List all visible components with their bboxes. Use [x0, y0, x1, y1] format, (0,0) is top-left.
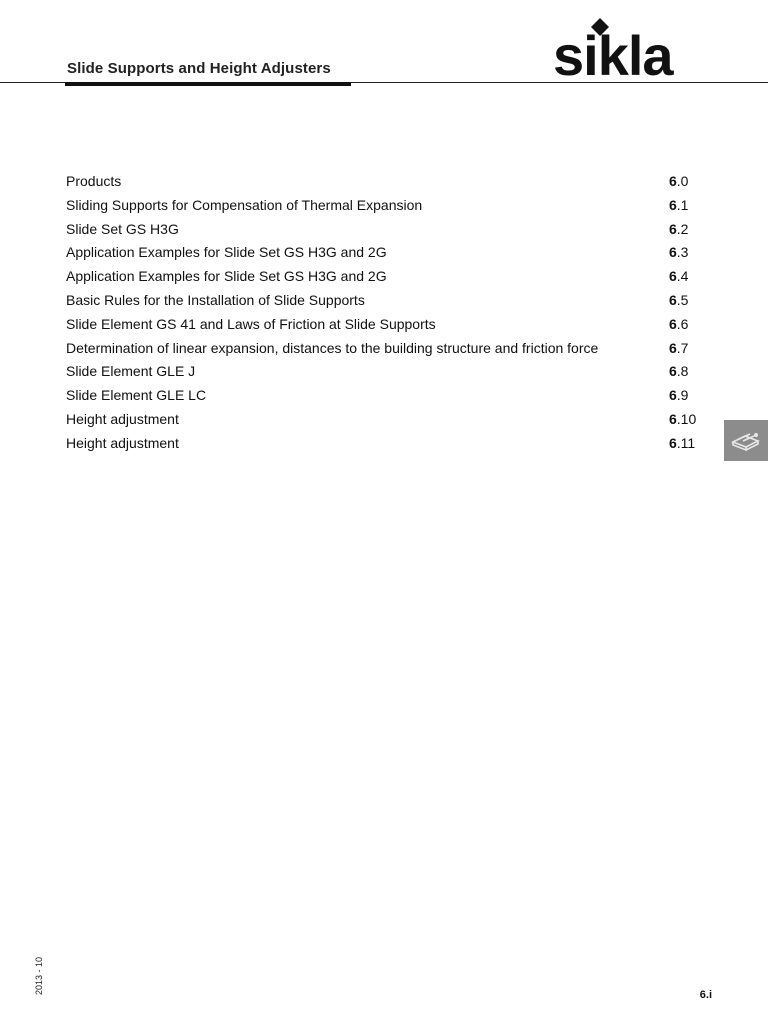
toc-row[interactable] — [66, 267, 706, 291]
toc-chapter-number: 6 — [669, 220, 677, 237]
toc-section-suffix: .5 — [676, 291, 689, 308]
toc-chapter-number: 6 — [669, 339, 677, 356]
toc-entry-label: Slide Element GLE J — [66, 363, 196, 380]
table-of-contents — [66, 172, 706, 458]
toc-row[interactable] — [66, 434, 706, 458]
toc-section-number — [669, 434, 695, 452]
toc-chapter-number: 6 — [669, 410, 677, 427]
page-number: 6.i — [699, 989, 712, 1001]
toc-section-suffix: .10 — [676, 410, 697, 427]
toc-chapter-number: 6 — [669, 387, 677, 404]
toc-section-suffix: .11 — [676, 434, 696, 451]
toc-section-suffix: .2 — [676, 220, 689, 237]
toc-entry-label: Height adjustment — [66, 434, 179, 451]
toc-row[interactable] — [66, 410, 706, 434]
toc-row[interactable] — [66, 243, 706, 267]
revision-date: 2013 - 10 — [34, 956, 44, 995]
toc-row[interactable] — [66, 362, 706, 386]
toc-row[interactable] — [66, 339, 706, 363]
toc-chapter-number: 6 — [669, 268, 677, 285]
toc-chapter-number: 6 — [669, 244, 677, 261]
toc-section-suffix: .0 — [676, 173, 689, 189]
toc-section-number — [669, 386, 688, 404]
toc-entry-label: Products — [66, 173, 122, 189]
chapter-side-tab[interactable] — [724, 420, 768, 461]
toc-chapter-number: 6 — [669, 434, 677, 451]
toc-section-number — [669, 220, 688, 238]
toc-entry-label: Basic Rules for the Installation of Slide Supports — [66, 291, 365, 308]
toc-entry-label: Determination of linear expansion, distances to the building structure and friction force — [66, 339, 599, 356]
toc-row[interactable] — [66, 172, 706, 196]
toc-row[interactable] — [66, 291, 706, 315]
toc-chapter-number: 6 — [669, 196, 677, 213]
toc-section-suffix: .6 — [676, 315, 689, 332]
toc-chapter-number: 6 — [669, 363, 677, 380]
toc-section-number — [669, 291, 688, 309]
toc-entry-label: Slide Element GS 41 and Laws of Friction at Slide Supports — [66, 315, 436, 332]
logo-wordmark: sikla — [553, 24, 673, 78]
toc-section-number — [669, 315, 688, 333]
toc-section-number — [669, 243, 688, 261]
toc-chapter-number: 6 — [669, 315, 677, 332]
toc-section-number — [669, 362, 688, 380]
toc-entry-label: Height adjustment — [66, 410, 179, 427]
toc-section-suffix: .4 — [676, 268, 689, 285]
slide-support-icon — [730, 430, 762, 452]
toc-section-suffix: .9 — [676, 387, 689, 404]
toc-section-suffix: .8 — [676, 363, 689, 380]
toc-entry-label: Application Examples for Slide Set GS H3G and 2G — [66, 244, 387, 261]
toc-section-number — [669, 267, 688, 285]
toc-section-number — [669, 339, 688, 357]
toc-section-number — [669, 410, 696, 428]
toc-row[interactable] — [66, 196, 706, 220]
toc-section-suffix: .3 — [676, 244, 689, 261]
toc-section-suffix: .1 — [676, 196, 689, 213]
toc-chapter-number: 6 — [669, 291, 677, 308]
toc-row[interactable] — [66, 315, 706, 339]
toc-row[interactable] — [66, 220, 706, 244]
toc-entry-label: Application Examples for Slide Set GS H3G and 2G — [66, 268, 387, 285]
toc-section-suffix: .7 — [676, 339, 689, 356]
header-title-underline — [65, 82, 351, 86]
toc-entry-label: Slide Element GLE LC — [66, 387, 207, 404]
toc-chapter-number: 6 — [669, 173, 677, 189]
toc-entry-label: Sliding Supports for Compensation of Thermal Expansion — [66, 196, 423, 213]
toc-row[interactable] — [66, 386, 706, 410]
page-title: Slide Supports and Height Adjusters — [67, 60, 331, 77]
toc-section-number — [669, 172, 688, 190]
sikla-logo — [552, 18, 718, 78]
toc-entry-label: Slide Set GS H3G — [66, 220, 179, 237]
toc-section-number — [669, 196, 688, 214]
